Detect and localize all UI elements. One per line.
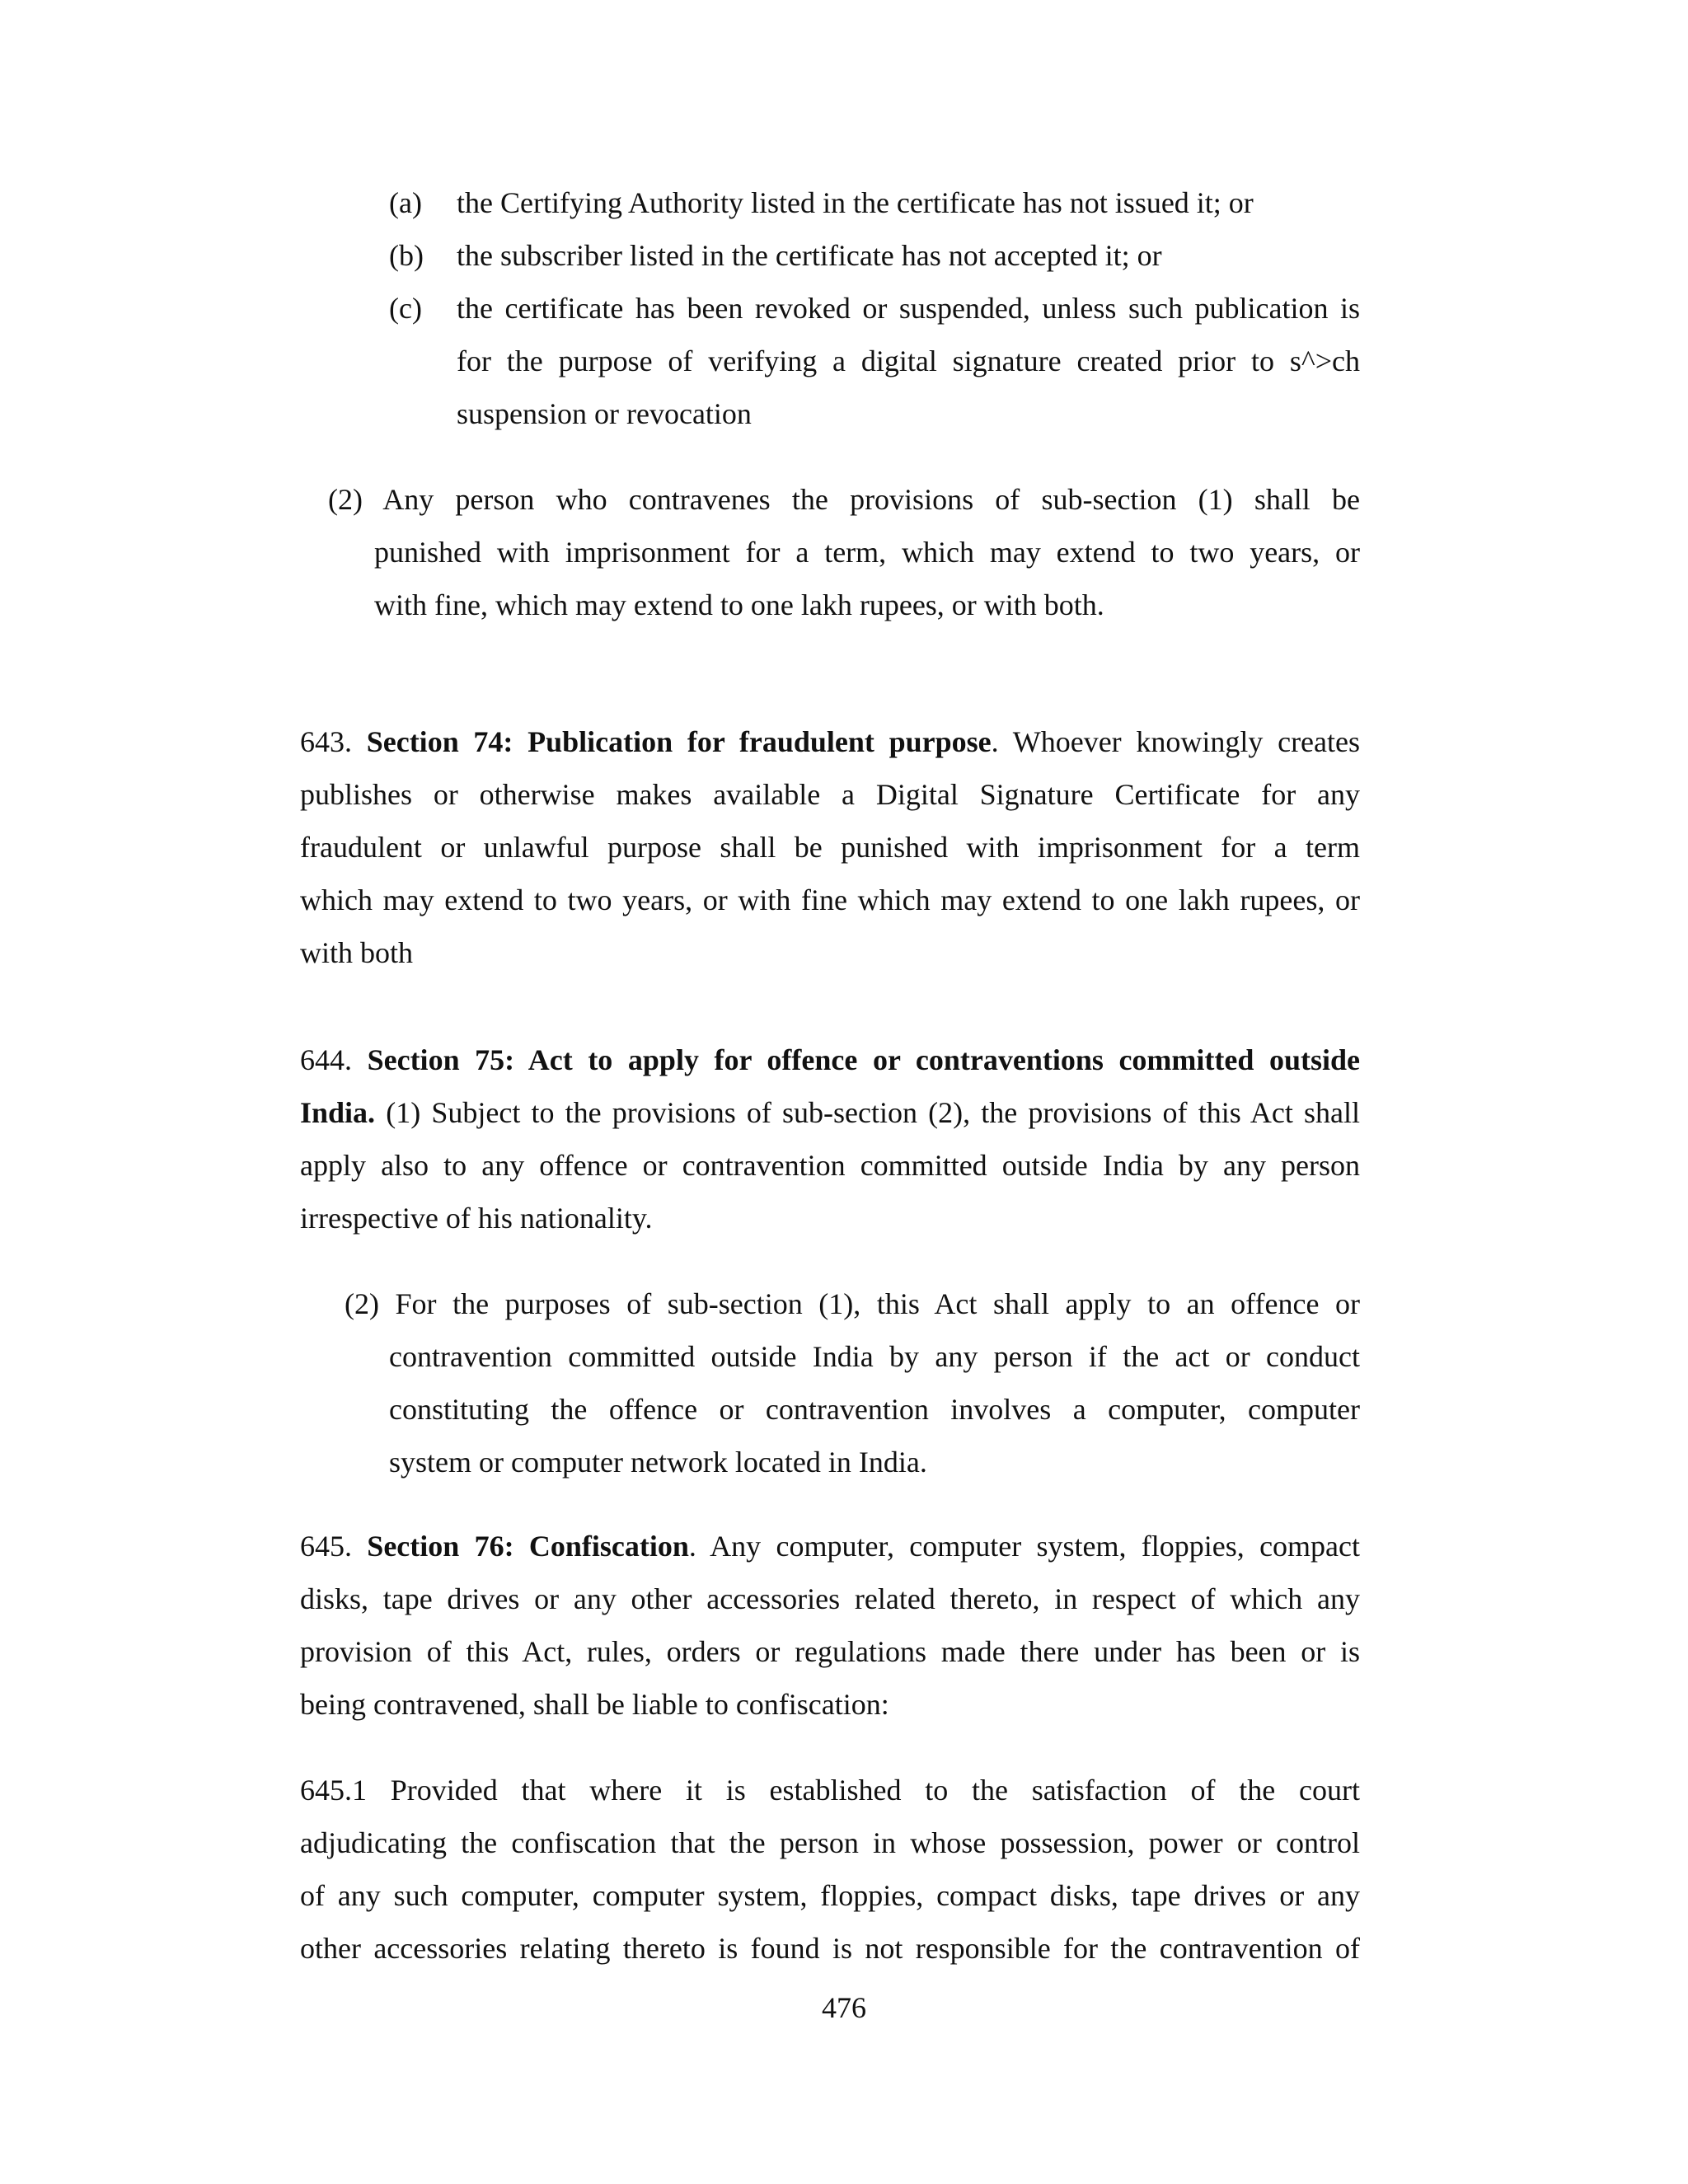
list-item-a-line-1: the Certifying Authority listed in the certificate has not issued it; or [457, 186, 1254, 219]
list-label-a: (a) [389, 186, 422, 219]
para-644-sub2-line-4: system or computer network located in India. [389, 1446, 927, 1479]
para-644-heading-cont: India. [300, 1096, 376, 1129]
list-item-c-line-2: for the purpose of verifying a digital signature created prior to s^>ch [457, 344, 1360, 377]
para-644-line-3: apply also to any offence or contravention committed outside India by any person [300, 1149, 1360, 1182]
para-643-line-4: which may extend to two years, or with fine which may extend to one lakh rupees, or [300, 883, 1360, 916]
page-number: 476 [822, 1991, 866, 2024]
list-label-b: (b) [389, 239, 424, 272]
para-644-sub2-line-2: contravention committed outside India by any person if the act or conduct [389, 1340, 1360, 1373]
subsection-2-line-1: (2) Any person who contravenes the provisions of sub-section (1) shall be [328, 483, 1360, 516]
list-label-c: (c) [389, 292, 422, 325]
para-644-line-2 [300, 1094, 1360, 1131]
para-645-heading: Section 76: Confiscation [367, 1530, 689, 1563]
para-645-line-3: provision of this Act, rules, orders or regulations made there under has been or is [300, 1635, 1360, 1668]
para-645-1-line-2: adjudicating the confiscation that the person in whose possession, power or control [300, 1826, 1360, 1859]
list-item-c-line-3: suspension or revocation [457, 397, 752, 430]
para-643-line-2: publishes or otherwise makes available a Digital Signature Certificate for any [300, 778, 1360, 811]
para-645-1-line-4: other accessories relating thereto is found is not responsible for the contravention of [300, 1932, 1360, 1965]
para-643-heading: Section 74: Publication for fraudulent purpose [366, 725, 992, 758]
subsection-2-line-2: punished with imprisonment for a term, which may extend to two years, or [374, 536, 1360, 569]
para-644-sub2-line-3: constituting the offence or contravention involves a computer, computer [389, 1393, 1360, 1426]
para-644-heading: Section 75: Act to apply for offence or contraventions committed outside [367, 1043, 1361, 1076]
subsection-2-line-3: with fine, which may extend to one lakh rupees, or with both. [374, 588, 1104, 621]
para-643-line-1 [300, 724, 1360, 760]
para-644-line-4: irrespective of his nationality. [300, 1202, 653, 1235]
para-644-number: 644. [300, 1043, 352, 1076]
para-643-first-rest: . Whoever knowingly creates [991, 725, 1361, 758]
para-644-line-1 [300, 1042, 1360, 1078]
para-645-1-line-1: 645.1 Provided that where it is established to the satisfaction of the court [300, 1774, 1360, 1807]
list-item-c-line-1: the certificate has been revoked or suspended, unless such publication is [457, 292, 1360, 325]
para-643-line-5: with both [300, 936, 414, 969]
para-645-line-1 [300, 1528, 1360, 1564]
para-644-line-2-rest: (1) Subject to the provisions of sub-section (2), the provisions of this Act shall [375, 1096, 1360, 1129]
para-645-line-4: being contravened, shall be liable to confiscation: [300, 1688, 889, 1721]
para-644-sub2-line-1: (2) For the purposes of sub-section (1), this Act shall apply to an offence or [345, 1287, 1360, 1320]
para-643-number: 643. [300, 725, 352, 758]
para-645-number: 645. [300, 1530, 352, 1563]
para-643-line-3: fraudulent or unlawful purpose shall be punished with imprisonment for a term [300, 831, 1360, 864]
para-645-1-line-3: of any such computer, computer system, floppies, compact disks, tape drives or any [300, 1879, 1360, 1912]
list-item-b-line-1: the subscriber listed in the certificate has not accepted it; or [457, 239, 1162, 272]
para-645-line-2: disks, tape drives or any other accessories related thereto, in respect of which any [300, 1582, 1360, 1615]
para-645-first-rest: . Any computer, computer system, floppies, compact [688, 1530, 1361, 1563]
